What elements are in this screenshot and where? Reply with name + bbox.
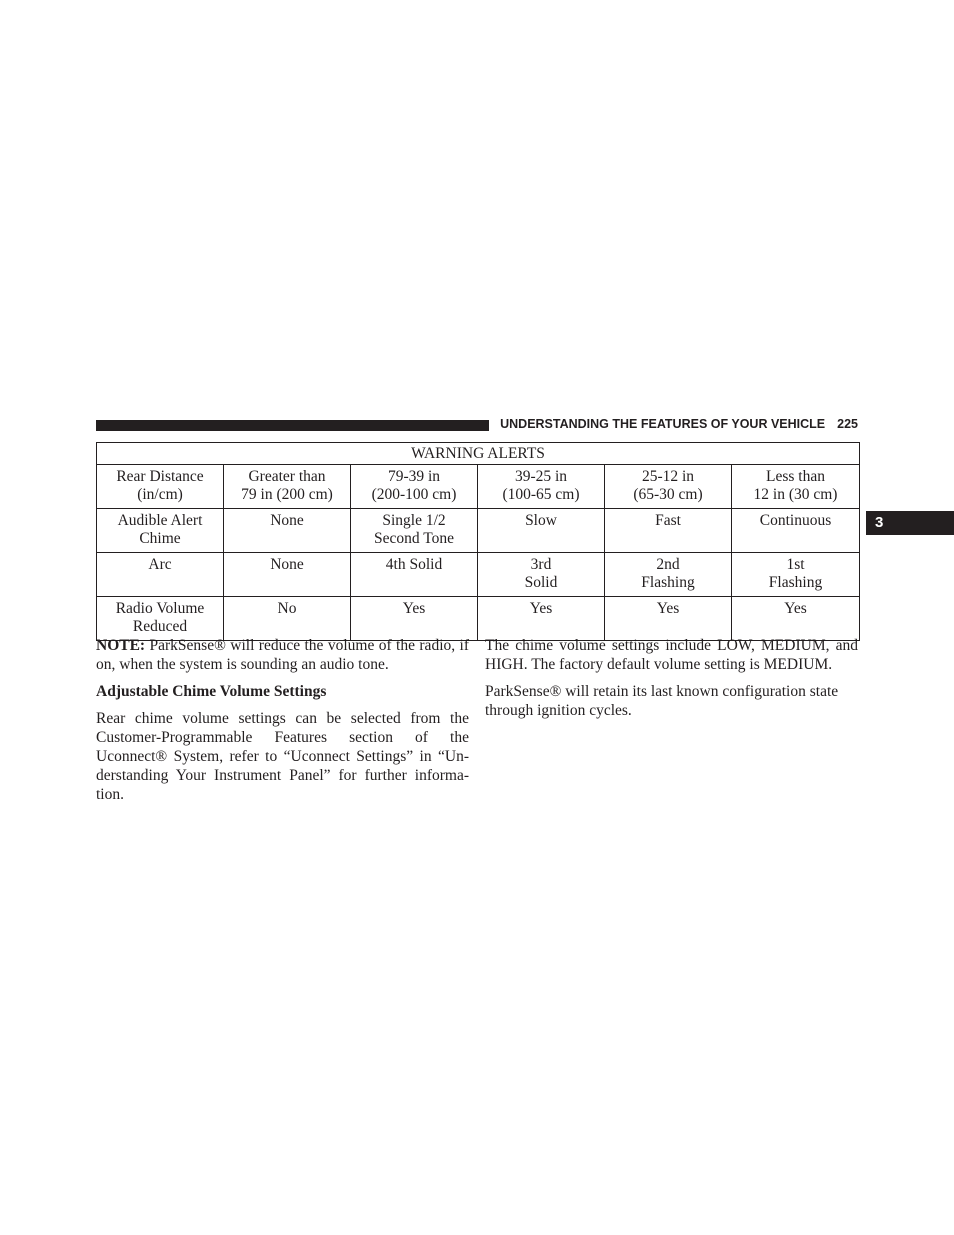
table-cell: No <box>224 597 351 641</box>
table-body <box>97 465 860 641</box>
table-cell: 1st Flashing <box>732 553 860 597</box>
table-cell: Slow <box>478 509 605 553</box>
table-cell: Arc <box>97 553 224 597</box>
table-cell: Radio Volume Reduced <box>97 597 224 641</box>
table-cell: Less than 12 in (30 cm) <box>732 465 860 509</box>
table-cell: 3rd Solid <box>478 553 605 597</box>
header-rule <box>96 420 489 431</box>
table-title: WARNING ALERTS <box>97 443 860 465</box>
table-cell: Audible Alert Chime <box>97 509 224 553</box>
table-cell: 2nd Flashing <box>605 553 732 597</box>
running-header <box>498 417 858 431</box>
table-cell: None <box>224 509 351 553</box>
table-cell: Fast <box>605 509 732 553</box>
table-cell: Greater than 79 in (200 cm) <box>224 465 351 509</box>
table-cell: 39-25 in (100-65 cm) <box>478 465 605 509</box>
table-cell: Continuous <box>732 509 860 553</box>
left-column <box>96 636 469 812</box>
section-subheading: Adjustable Chime Volume Settings <box>96 683 327 700</box>
note-paragraph <box>96 636 469 674</box>
page-number: 225 <box>837 417 858 431</box>
table-cell: Yes <box>351 597 478 641</box>
right-column <box>485 636 858 728</box>
note-text: ParkSense® will reduce the volume of the radio, if on, when the system is sounding an audio tone. <box>96 637 469 673</box>
table-cell: 4th Solid <box>351 553 478 597</box>
body-paragraph: Rear chime volume settings can be selected from the Customer-Programmable Features section of the Uconnect® System, refer to “Uconnect Settings” in “Un-derstanding Your Instrument Panel” for further informa-tion. <box>96 710 469 803</box>
chapter-tab: 3 <box>866 511 954 535</box>
warning-alerts-table <box>96 442 860 641</box>
table-cell: Yes <box>732 597 860 641</box>
table-row <box>97 509 860 553</box>
table-cell: Rear Distance (in/cm) <box>97 465 224 509</box>
table-cell: None <box>224 553 351 597</box>
table-cell: 79-39 in (200-100 cm) <box>351 465 478 509</box>
body-paragraph: The chime volume settings include LOW, MEDIUM, and HIGH. The factory default volume setting is MEDIUM. <box>485 637 858 673</box>
table-row <box>97 553 860 597</box>
section-title: UNDERSTANDING THE FEATURES OF YOUR VEHICLE <box>500 417 826 431</box>
table-row <box>97 597 860 641</box>
note-label: NOTE: <box>96 637 146 654</box>
table-cell: Yes <box>605 597 732 641</box>
table-cell: Yes <box>478 597 605 641</box>
body-paragraph: ParkSense® will retain its last known configuration state through ignition cycles. <box>485 683 839 719</box>
table-row <box>97 465 860 509</box>
table-cell: 25-12 in (65-30 cm) <box>605 465 732 509</box>
table-cell: Single 1/2 Second Tone <box>351 509 478 553</box>
